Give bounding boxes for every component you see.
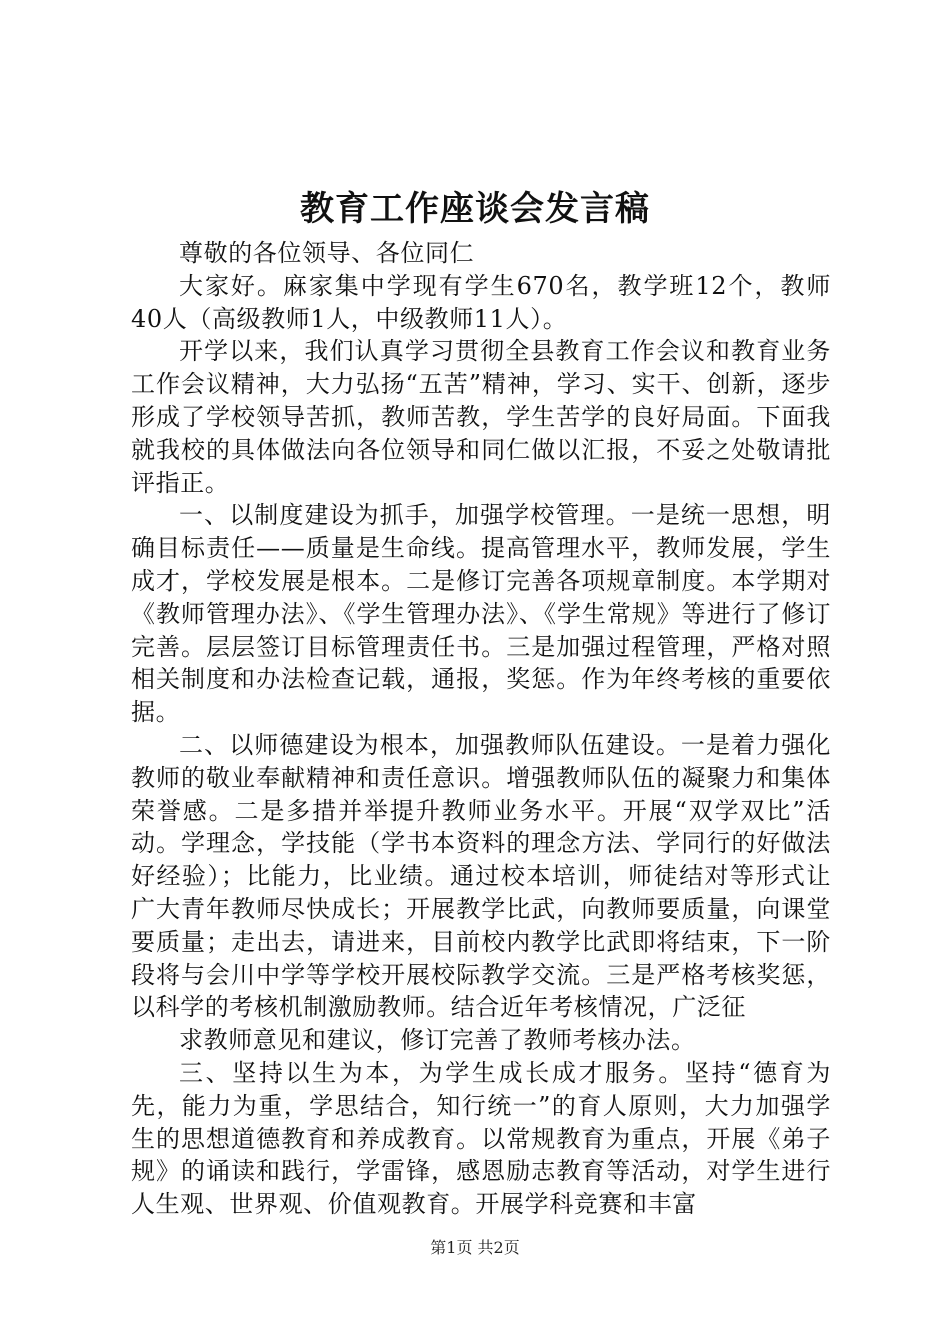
paragraph-section-3: 三、坚持以生为本，为学生成长成才服务。坚持“德育为先，能力为重，学思结合，知行统一”的育人原则，大力加强学生的思想道德教育和养成教育。以常规教育为重点，开展《弟子规》的诵读和践行，学雷锋，感恩励志教育等活动，对学生进行人生观、世界观、价值观教育。开展学科竞赛和丰富	[131, 1058, 831, 1219]
paragraph-section-1: 一、以制度建设为抓手，加强学校管理。一是统一思想，明确目标责任——质量是生命线。提高管理水平，教师发展，学生成才，学校发展是根本。二是修订完善各项规章制度。本学期对《教师管理办法》、《学生管理办法》、《学生常规》等进行了修订完善。层层签订目标管理责任书。三是加强过程管理，严格对照相关制度和办法检查记载，通报，奖惩。作为年终考核的重要依据。	[131, 501, 831, 727]
paragraph-overview: 开学以来，我们认真学习贯彻全县教育工作会议和教育业务工作会议精神，大力弘扬“五苦”精神，学习、实干、创新，逐步形成了学校领导苦抓，教师苦教，学生苦学的良好局面。下面我就我校的具体做法向各位领导和同仁做以汇报，不妥之处敬请批评指正。	[131, 337, 831, 497]
document-body	[131, 237, 831, 1221]
paragraph-section-2: 二、以师德建设为根本，加强教师队伍建设。一是着力强化教师的敬业奉献精神和责任意识。增强教师队伍的凝聚力和集体荣誉感。二是多措并举提升教师业务水平。开展“双学双比”活动。学理念，学技能（学书本资料的理念方法、学同行的好做法好经验）；比能力，比业绩。通过校本培训，师徒结对等形式让广大青年教师尽快成长；开展教学比武，向教师要质量，向课堂要质量；走出去，请进来，目前校内教学比武即将结束，下一阶段将与会川中学等学校开展校际教学交流。三是严格考核奖惩，以科学的考核机制激励教师。结合近年考核情况，广泛征	[131, 730, 831, 1022]
salutation: 尊敬的各位领导、各位同仁	[179, 239, 475, 267]
document-title: 教育工作座谈会发言稿	[300, 189, 650, 229]
page-number-footer: 第1页 共2页	[430, 1238, 520, 1257]
paragraph-section-2-continued: 求教师意见和建议，修订完善了教师考核办法。	[179, 1026, 696, 1055]
paragraph-intro: 大家好。麻家集中学现有学生670名，教学班12个，教师40人（高级教师1人，中级教师11人）。	[131, 271, 831, 333]
